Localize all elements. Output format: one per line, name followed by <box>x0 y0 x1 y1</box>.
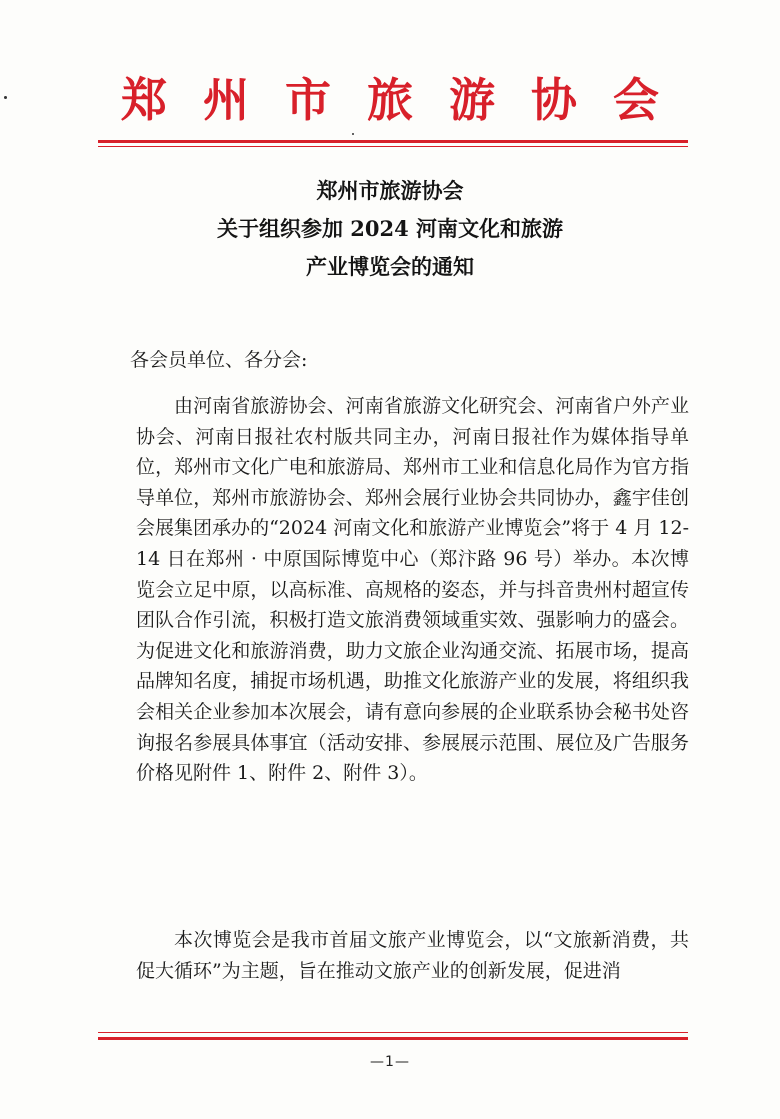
letterhead-rule-thick <box>98 140 688 143</box>
letterhead-org-name: 郑州市旅游协会 <box>121 73 695 127</box>
scan-speck <box>352 133 354 135</box>
title-line-3: 产业博览会的通知 <box>306 254 474 279</box>
page-number: —1— <box>370 1054 410 1070</box>
footer-rule-thick <box>98 1037 688 1040</box>
body-paragraph: 由河南省旅游协会、河南省旅游文化研究会、河南省户外产业协会、河南日报社农村版共同主办，河南日报社作为媒体指导单位，郑州市文化广电和旅游局、郑州市工业和信息化局作为官方指导单位，郑州市旅游协会、郑州会展行业协会共同协办，鑫宇佳创会展集团承办的“2024 河南文化和旅游产业博览会”将于 4 月 12-14 日在郑州 · 中原国际博览中心（郑汴路 96 号）举办。本次博览会立足中原，以高标准、高规格的姿态，并与抖音贵州村超宣传团队合作引流，积极打造文旅消费领域重实效、强影响力的盛会。为促进文化和旅游消费，助力文旅企业沟通交流、拓展市场，提高品牌知名度，捕捉市场机遇，助推文化旅游产业的发展，将组织我会相关企业参加本次展会，请有意向参展的企业联系协会秘书处咨询报名参展具体事宜（活动安排、参展展示范围、展位及广告服务价格见附件 1、附件 2、附件 3）。 <box>136 395 689 785</box>
letterhead-rule-thin <box>98 146 688 147</box>
body-paragraph: 本次博览会是我市首届文旅产业博览会，以“文旅新消费，共促大循环”为主题，旨在推动文旅产业的创新发展，促进消 <box>136 929 689 982</box>
footer-rule-thin <box>98 1032 688 1033</box>
notice-title <box>0 172 780 286</box>
salutation: 各会员单位、各分会: <box>130 349 308 371</box>
title-line-2: 关于组织参加 2024 河南文化和旅游 <box>216 216 564 241</box>
title-line-1: 郑州市旅游协会 <box>316 178 464 203</box>
